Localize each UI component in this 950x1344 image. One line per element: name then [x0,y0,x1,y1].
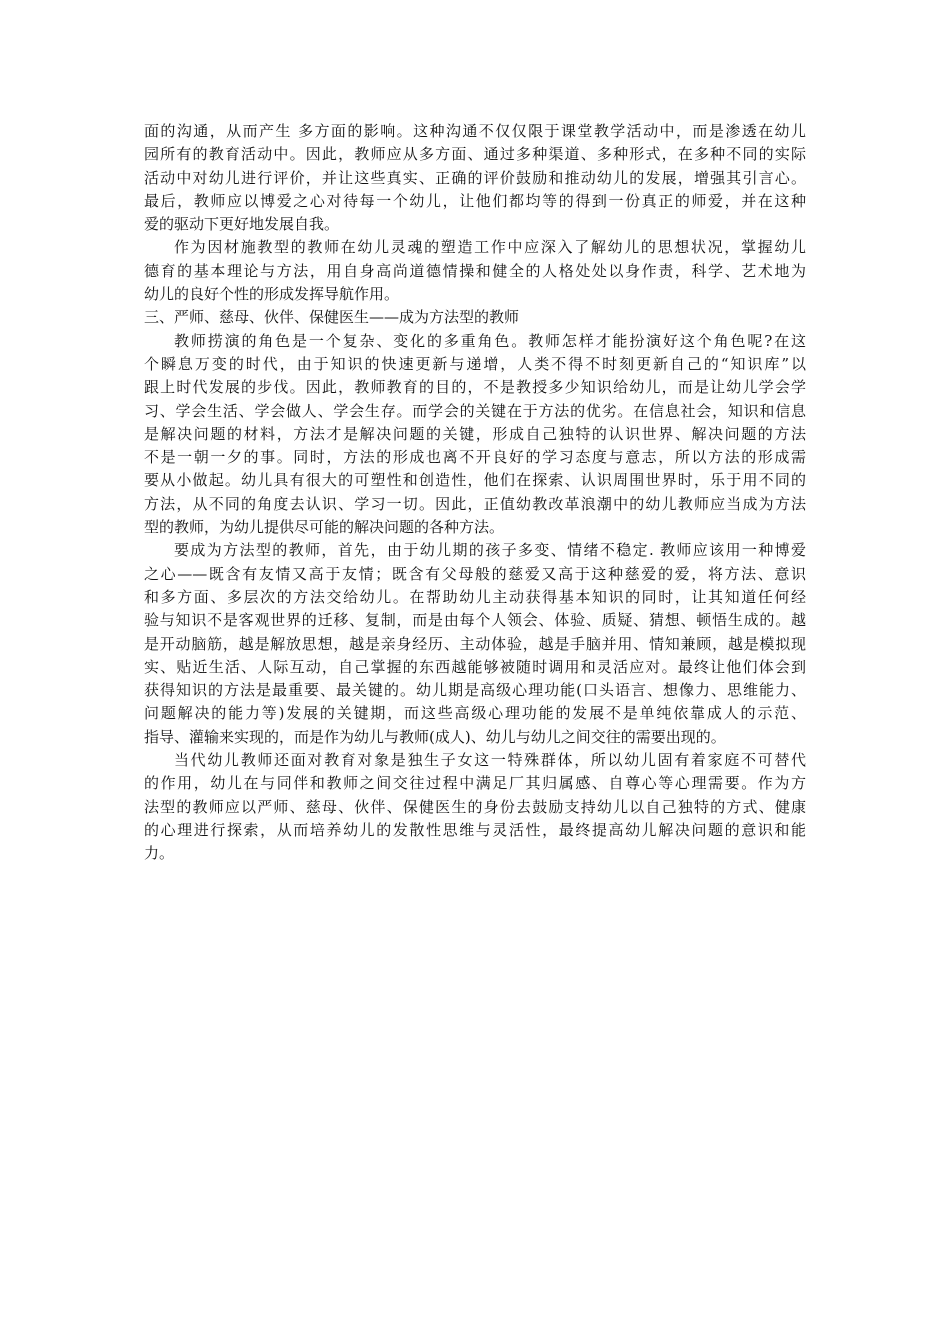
text-line: 和多方面、多层次的方法交给幼儿。在帮助幼儿主动获得基本知识的同时，让其知道任何经 [144,587,806,606]
text-line: 之心——既含有友情又高于友情；既含有父母般的慈爱又高于这种慈爱的爱，将方法、意识 [144,564,806,583]
paragraph-teacher-roles [144,330,806,540]
text-line: 获得知识的方法是最重要、最关键的。幼儿期是高级心理功能(口头语言、想像力、思维能力、 [144,681,806,700]
paragraph-method-teacher [144,539,806,749]
text-line: 爱的驱动下更好地发展自我。 [144,215,340,234]
text-line: 的心理进行探索，从而培养幼儿的发散性思维与灵活性，最终提高幼儿解决问题的意识和能 [144,820,806,839]
text-line: 问题解决的能力等)发展的关键期，而这些高级心理功能的发展不是单纯依靠成人的示范、 [144,704,806,723]
text-line: 验与知识不是客观世界的迁移、复制，而是由每个人领会、体验、质疑、猜想、顿悟生成的。越 [144,611,806,630]
text-line: 要从小做起。幼儿具有很大的可塑性和创造性，他们在探索、认识周围世界时，乐于用不同的 [144,471,806,490]
text-line: 是解决问题的材料，方法才是解决问题的关键，形成自己独特的认识世界、解决问题的方法 [144,424,806,443]
text-line: 园所有的教育活动中。因此，教师应从多方面、通过多种渠道、多种形式，在多种不同的实际 [144,145,806,164]
text-line: 实、贴近生活、人际互动，自己掌握的东西越能够被随时调用和灵活应对。最终让他们体会到 [144,657,806,676]
text-line: 要成为方法型的教师，首先，由于幼儿期的孩子多变、情绪不稳定. 教师应该用一种博爱 [174,541,806,560]
text-line: 法型的教师应以严师、慈母、伙伴、保健医生的身份去鼓励支持幼儿以自己独特的方式、健康 [144,797,806,816]
text-line: 指导、灌输来实现的，而是作为幼儿与教师(成人)、幼儿与幼儿之间交往的需要出现的。 [144,727,726,746]
paragraph-continuation [144,120,806,236]
text-line: 是开动脑筋，越是解放思想，越是亲身经历、主动体验，越是手脑并用、情知兼顾，越是模拟现 [144,634,806,653]
paragraph-teaching-by-aptitude [144,236,806,306]
text-line: 教师捞演的角色是一个复杂、变化的多重角色。教师怎样才能扮演好这个角色呢?在这 [174,331,806,350]
text-line: 活动中对幼儿进行评价，并让这些真实、正确的评价鼓励和推动幼儿的发展，增强其引言心。 [144,168,806,187]
text-line: 幼儿的良好个性的形成发挥导航作用。 [144,285,400,304]
text-line: 型的教师，为幼儿提供尽可能的解决问题的各种方法。 [144,518,505,537]
text-line: 力。 [144,844,175,863]
text-line: 面的沟通，从而产生 多方面的影响。这种沟通不仅仅限于课堂教学活动中，而是渗透在幼儿 [144,122,806,140]
document-body [144,120,806,866]
text-line: 习、学会生活、学会做人、学会生存。而学会的关键在于方法的优劣。在信息社会，知识和信息 [144,401,806,420]
text-line: 当代幼儿教师还面对教育对象是独生子女这一特殊群体，所以幼儿固有着家庭不可替代 [174,751,806,770]
paragraph-only-child [144,749,806,865]
text-line: 德育的基本理论与方法，用自身高尚道德情操和健全的人格处处以身作责，科学、艺术地为 [144,261,806,280]
section-heading-text: 三、严师、慈母、伙伴、保健医生——成为方法型的教师 [144,308,520,327]
text-line: 的作用，幼儿在与同伴和教师之间交往过程中满足厂其归属感、自尊心等心理需要。作为方 [144,774,806,793]
text-line: 个瞬息万变的时代，由于知识的快速更新与递增，人类不得不时刻更新自己的“知识库”以 [144,354,806,373]
text-line: 不是一朝一夕的事。同时，方法的形成也离不开良好的学习态度与意志，所以方法的形成需 [144,448,806,467]
section-heading [144,306,806,329]
text-line: 作为因材施教型的教师在幼儿灵魂的塑造工作中应深入了解幼儿的思想状况，掌握幼儿 [174,238,806,257]
text-line: 方法，从不同的角度去认识、学习一切。因此，正值幼教改革浪潮中的幼儿教师应当成为方法 [144,494,806,513]
text-line: 跟上时代发展的步伐。因此，教师教育的目的，不是教授多少知识给幼儿，而是让幼儿学会学 [144,378,806,397]
text-line: 最后，教师应以博爱之心对待每一个幼儿，让他们都均等的得到一份真正的师爱，并在这种 [144,191,806,210]
